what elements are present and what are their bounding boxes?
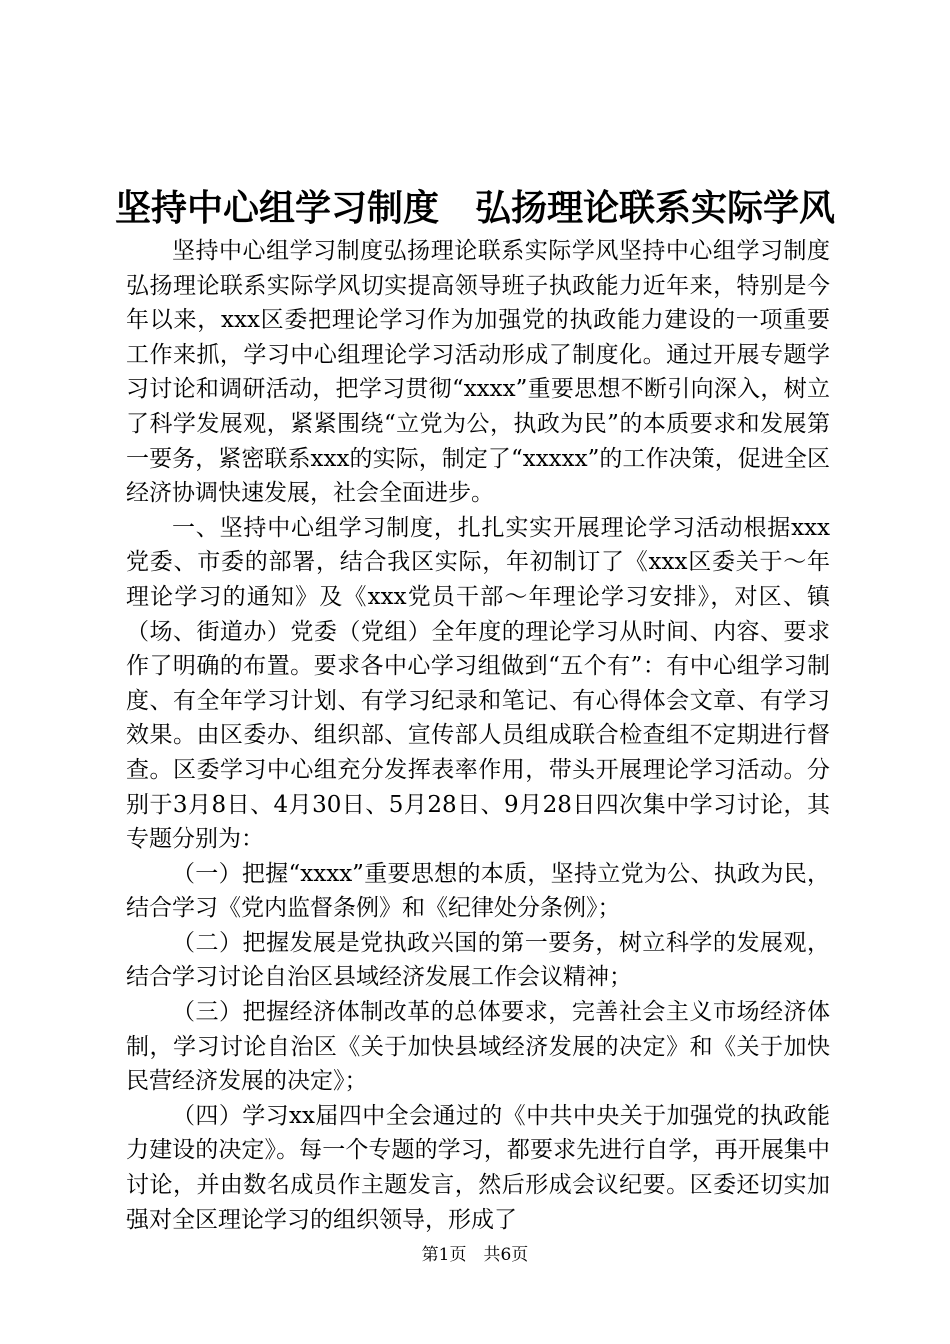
document-title: 坚持中心组学习制度 弘扬理论联系实际学风 [114, 187, 835, 229]
paragraph: （四）学习xx届四中全会通过的《中共中央关于加强党的执政能力建设的决定》。每一个专题的学习，都要求先进行自学，再开展集中讨论，并由数名成员作主题发言，然后形成会议纪要。区委还切实加强对全区理论学习的组织领导，形成了 [126, 1102, 830, 1233]
paragraph: 一、坚持中心组学习制度，扎扎实实开展理论学习活动根据xxx党委、市委的部署，结合我区实际，年初制订了《xxx区委关于～年理论学习的通知》及《xxx党员干部～年理论学习安排》，对区、镇（场、街道办）党委（党组）全年度的理论学习从时间、内容、要求作了明确的布置。要求各中心学习组做到“五个有”：有中心组学习制度、有全年学习计划、有学习纪录和笔记、有心得体会文章、有学习效果。由区委办、组织部、宣传部人员组成联合检查组不定期进行督查。区委学习中心组充分发挥表率作用，带头开展理论学习活动。分别于3月8日、4月30日、5月28日、9月28日四次集中学习讨论，其专题分别为： [126, 514, 830, 853]
page-footer: 第1页 共6页 [421, 1245, 529, 1265]
paragraph: （三）把握经济体制改革的总体要求，完善社会主义市场经济体制，学习讨论自治区《关于加快县域经济发展的决定》和《关于加快民营经济发展的决定》； [126, 999, 830, 1095]
paragraph: 坚持中心组学习制度弘扬理论联系实际学风坚持中心组学习制度弘扬理论联系实际学风切实提高领导班子执政能力近年来，特别是今年以来，xxx区委把理论学习作为加强党的执政能力建设的一项重要工作来抓，学习中心组理论学习活动形成了制度化。通过开展专题学习讨论和调研活动，把学习贯彻“xxxx”重要思想不断引向深入，树立了科学发展观，紧紧围绕“立党为公，执政为民”的本质要求和发展第一要务，紧密联系xxx的实际，制定了“xxxxx”的工作决策，促进全区经济协调快速发展，社会全面进步。 [126, 238, 830, 507]
document-body [126, 234, 830, 1237]
paragraph: （一）把握“xxxx”重要思想的本质，坚持立党为公、执政为民，结合学习《党内监督条例》和《纪律处分条例》； [126, 860, 830, 922]
paragraph: （二）把握发展是党执政兴国的第一要务，树立科学的发展观，结合学习讨论自治区县域经济发展工作会议精神； [126, 929, 830, 991]
